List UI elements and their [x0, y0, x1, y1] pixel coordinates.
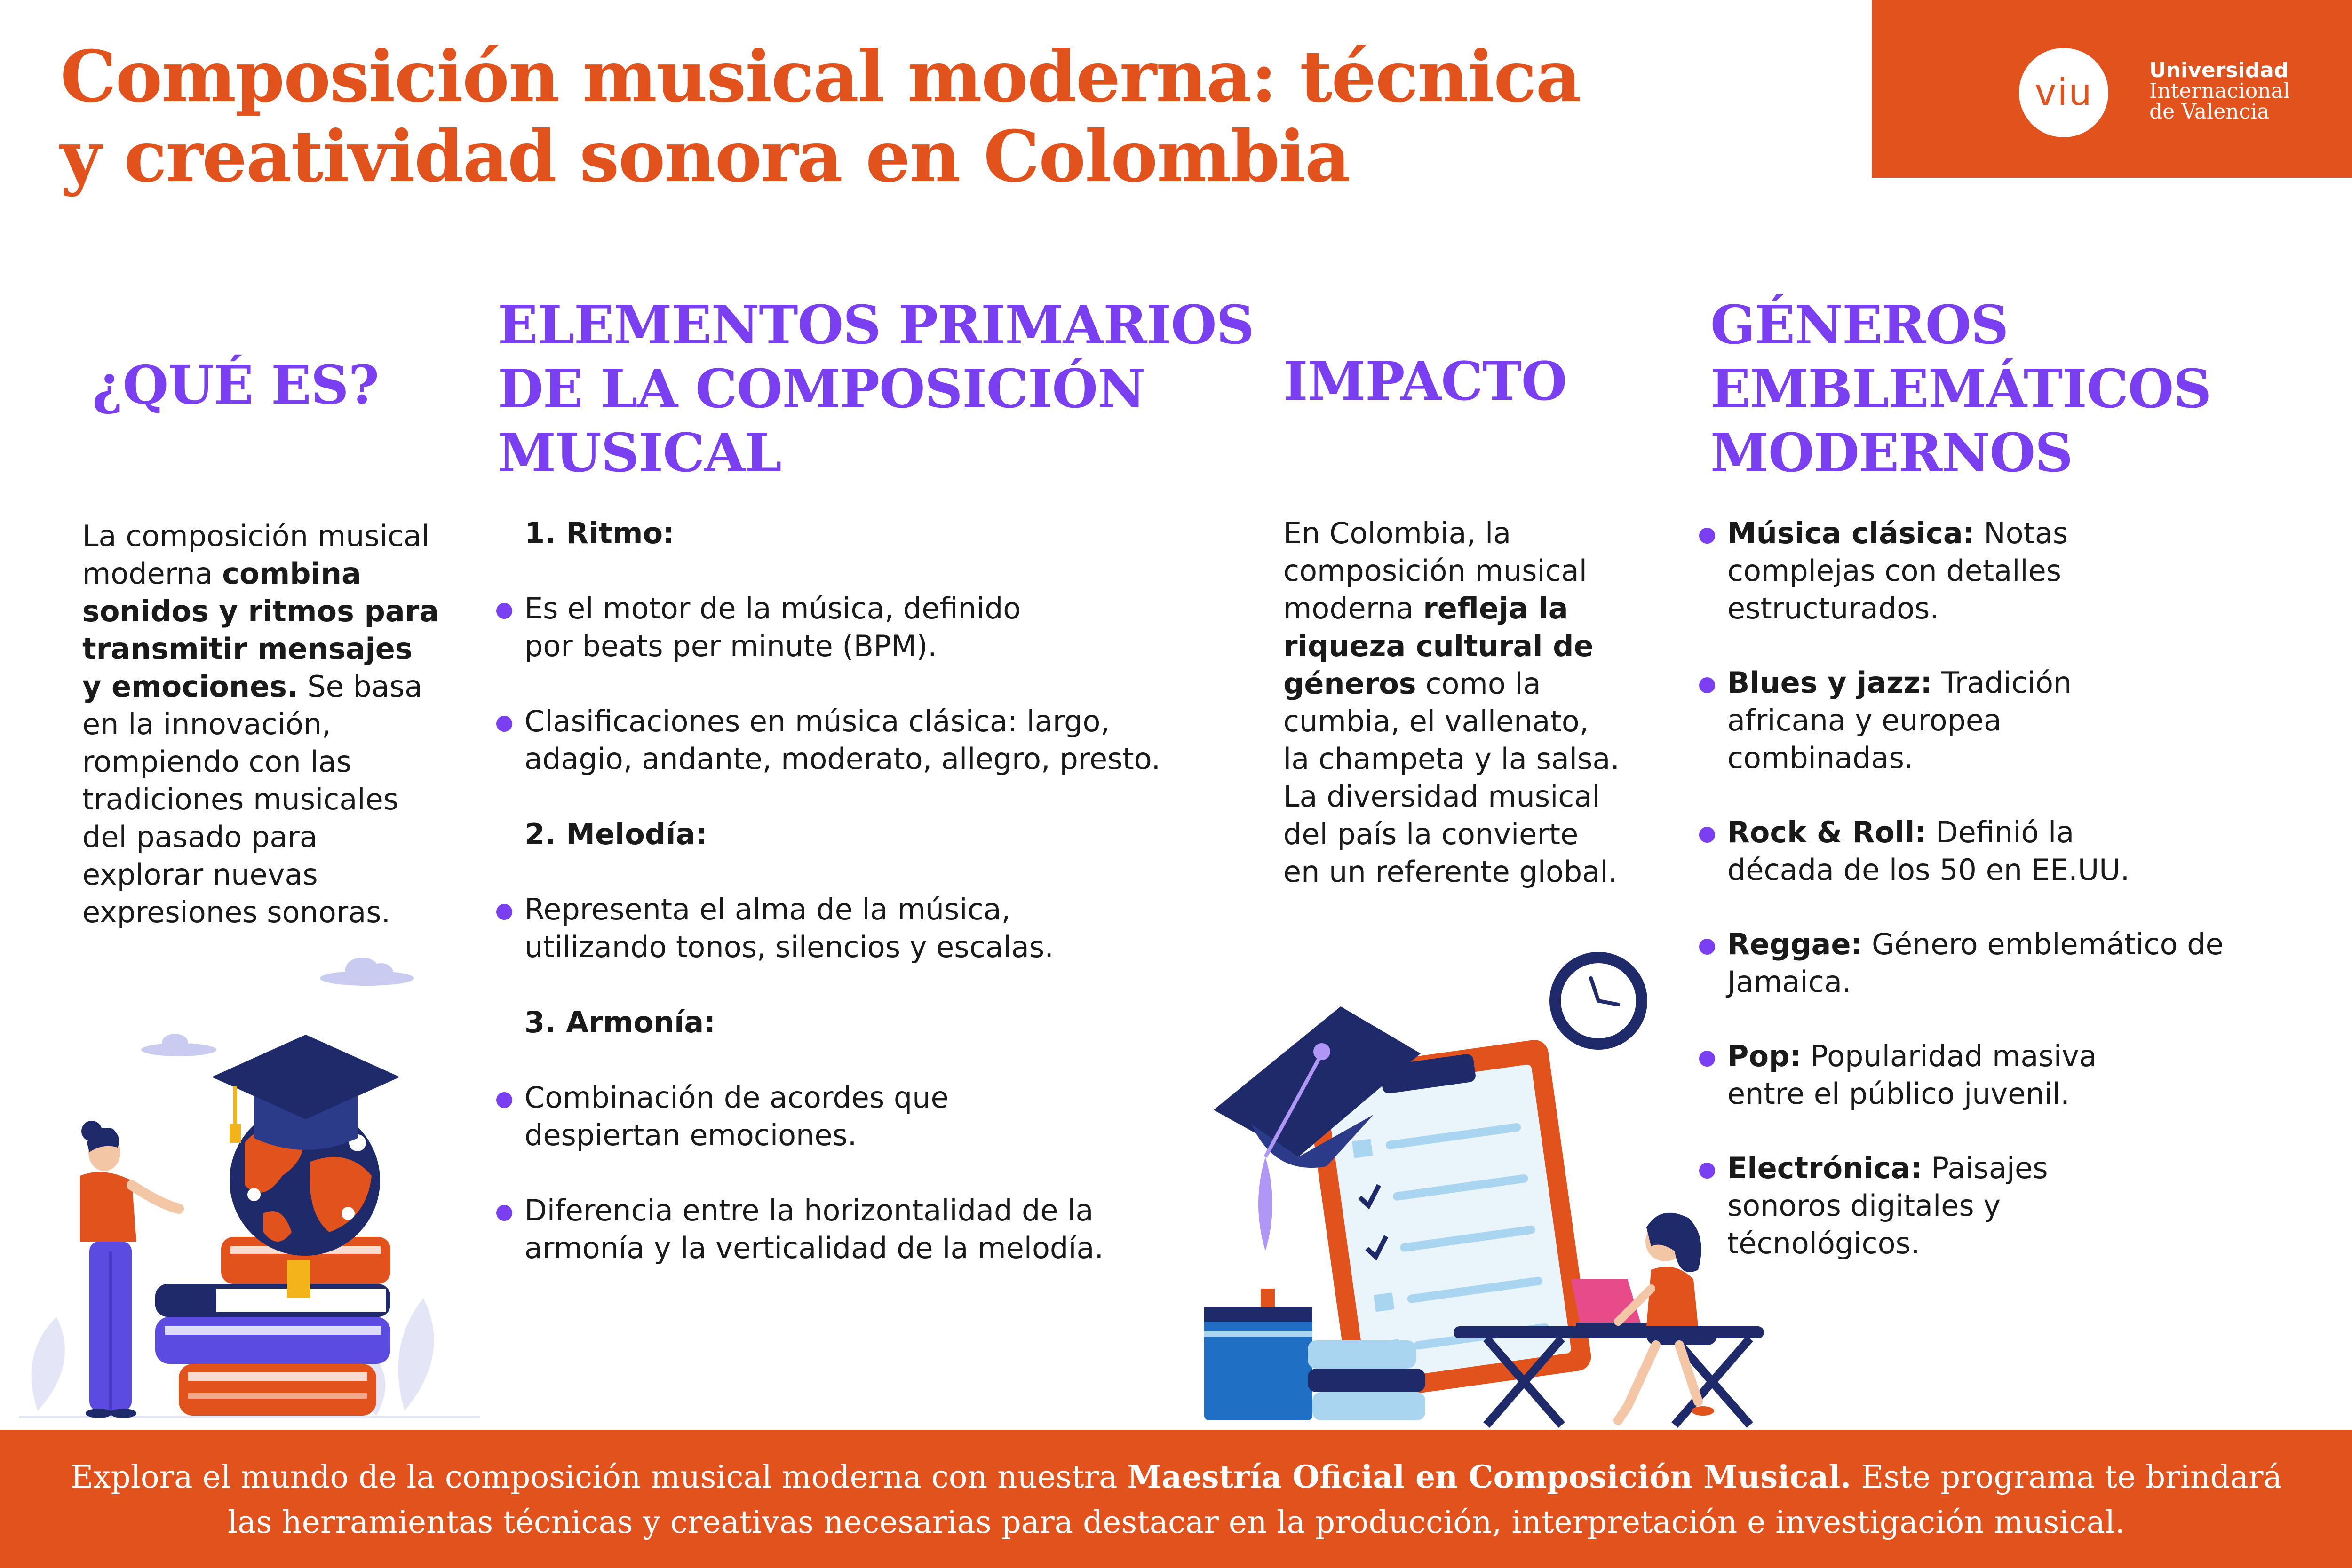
- list-item-text: Combinación de acordes que despiertan emociones.: [524, 1080, 949, 1152]
- list-item-text: Clasificaciones en música clásica: largo, adagio, andante, moderato, allegro, presto.: [524, 704, 1161, 776]
- university-name-line-3: de Valencia: [2149, 100, 2270, 124]
- generos-heading-line-3: MODERNOS: [1710, 422, 2073, 484]
- elementos-list: [496, 515, 1178, 1267]
- genre-name: Música clásica:: [1727, 516, 1975, 550]
- left-illustration: [0, 941, 517, 1430]
- bullet-dot: [496, 603, 512, 619]
- armonia-title: 3. Armonía:: [524, 1005, 716, 1039]
- list-item: [496, 590, 1075, 665]
- bullet-dot: [496, 904, 512, 920]
- list-item: [496, 1079, 967, 1154]
- genre-name: Electrónica:: [1727, 1151, 1922, 1185]
- genre-name: Blues y jazz:: [1727, 665, 1932, 700]
- impacto-text-post: como la cumbia, el vallenato, la champeta y la salsa. La diversidad musical del país la convierte en un referente global.: [1283, 666, 1620, 889]
- university-logo: [1872, 0, 2352, 178]
- bullet-dot: [1699, 528, 1715, 544]
- footer-program-link: Maestría Oficial en Composición Musical.: [1127, 1458, 1851, 1495]
- viu-logo-mark: [2019, 48, 2108, 137]
- genre-desc: Popularidad masiva entre el público juvenil.: [1727, 1039, 2097, 1111]
- bullet-dot: [496, 716, 512, 732]
- page-title-line-2: y creatividad sonora en Colombia: [60, 115, 1350, 198]
- right-illustration: [1204, 941, 1797, 1430]
- impacto-heading: IMPACTO: [1283, 351, 1567, 412]
- graduation-cap-icon: [212, 1035, 400, 1150]
- list-item: [496, 1192, 1131, 1267]
- elementos-heading-line-3: MUSICAL: [498, 422, 781, 484]
- books-icon: [155, 1237, 390, 1416]
- bullet-dot: [1699, 827, 1715, 843]
- que-es-text-pre: La composición musical moderna: [82, 519, 430, 591]
- footer-text: [0, 1454, 2352, 1545]
- university-name: [2149, 60, 2290, 122]
- elementos-heading-line-2: DE LA COMPOSICIÓN: [498, 358, 1145, 420]
- genre-desc: Notas complejas con detalles estructurados.: [1727, 516, 2068, 626]
- viu-logo-text: viu: [2034, 71, 2093, 114]
- genre-name: Rock & Roll:: [1727, 815, 1927, 849]
- genre-desc: Tradición africana y europea combinadas.: [1727, 665, 2072, 775]
- que-es-text: [82, 517, 440, 931]
- woman-figure-icon: [80, 1121, 179, 1418]
- elementos-heading-line-1: ELEMENTOS PRIMARIOS: [498, 294, 1254, 356]
- footer-text-pre: Explora el mundo de la composición musical moderna con nuestra: [71, 1459, 1128, 1495]
- impacto-text-bold: refleja la riqueza cultural de géneros: [1283, 591, 1594, 701]
- list-item: [496, 703, 1178, 778]
- genre-name: Reggae:: [1727, 927, 1863, 961]
- list-item: [1699, 515, 2193, 627]
- generos-heading: [1710, 293, 2211, 485]
- impacto-text: [1283, 515, 1622, 891]
- list-item: [496, 891, 1155, 966]
- cloud-icon: [320, 958, 414, 986]
- footer-text-post: Este programa te brindará las herramientas técnicas y creativas necesarias para destacar en la producción, interpretación e investigación musical.: [227, 1459, 2282, 1540]
- genre-desc: Género emblemático de Jamaica.: [1727, 927, 2224, 999]
- footer-banner: [0, 1430, 2352, 1568]
- generos-heading-line-2: EMBLEMÁTICOS: [1710, 358, 2211, 420]
- list-item-text: Es el motor de la música, definido por beats per minute (BPM).: [524, 591, 1021, 663]
- genre-desc: Definió la década de los 50 en EE.UU.: [1727, 815, 2130, 887]
- list-item-text: Diferencia entre la horizontalidad de la armonía y la verticalidad de la melodía.: [524, 1193, 1104, 1265]
- list-item: [1699, 814, 2151, 889]
- cloud-icon: [141, 1034, 216, 1056]
- clock-icon: [1549, 952, 1647, 1050]
- genre-name: Pop:: [1727, 1039, 1802, 1073]
- elementos-heading: [498, 293, 1254, 485]
- melodia-title: 2. Melodía:: [524, 817, 707, 851]
- list-item-text: Representa el alma de la música, utilizando tonos, silencios y escalas.: [524, 892, 1054, 964]
- que-es-heading: ¿QUÉ ES?: [92, 355, 379, 416]
- page-title: [60, 37, 1613, 197]
- generos-heading-line-1: GÉNEROS: [1710, 294, 2009, 356]
- university-name-line-1: Universidad: [2149, 58, 2289, 82]
- que-es-text-post: Se basa en la innovación, rompiendo con las tradiciones musicales del pasado para explorar nuevas expresiones sonoras.: [82, 669, 423, 929]
- genre-desc: Paisajes sonoros digitales y técnológicos.: [1727, 1151, 2048, 1260]
- impacto-text-pre: En Colombia, la composición musical moderna: [1283, 516, 1588, 626]
- list-item: [1699, 664, 2169, 777]
- bullet-dot: [1699, 677, 1715, 693]
- ritmo-title: 1. Ritmo:: [524, 516, 675, 550]
- page-title-line-1: Composición musical moderna: técnica: [60, 35, 1581, 118]
- que-es-text-bold: combina sonidos y ritmos para transmitir mensajes y emociones.: [82, 556, 439, 704]
- university-name-line-2: Internacional: [2149, 79, 2290, 103]
